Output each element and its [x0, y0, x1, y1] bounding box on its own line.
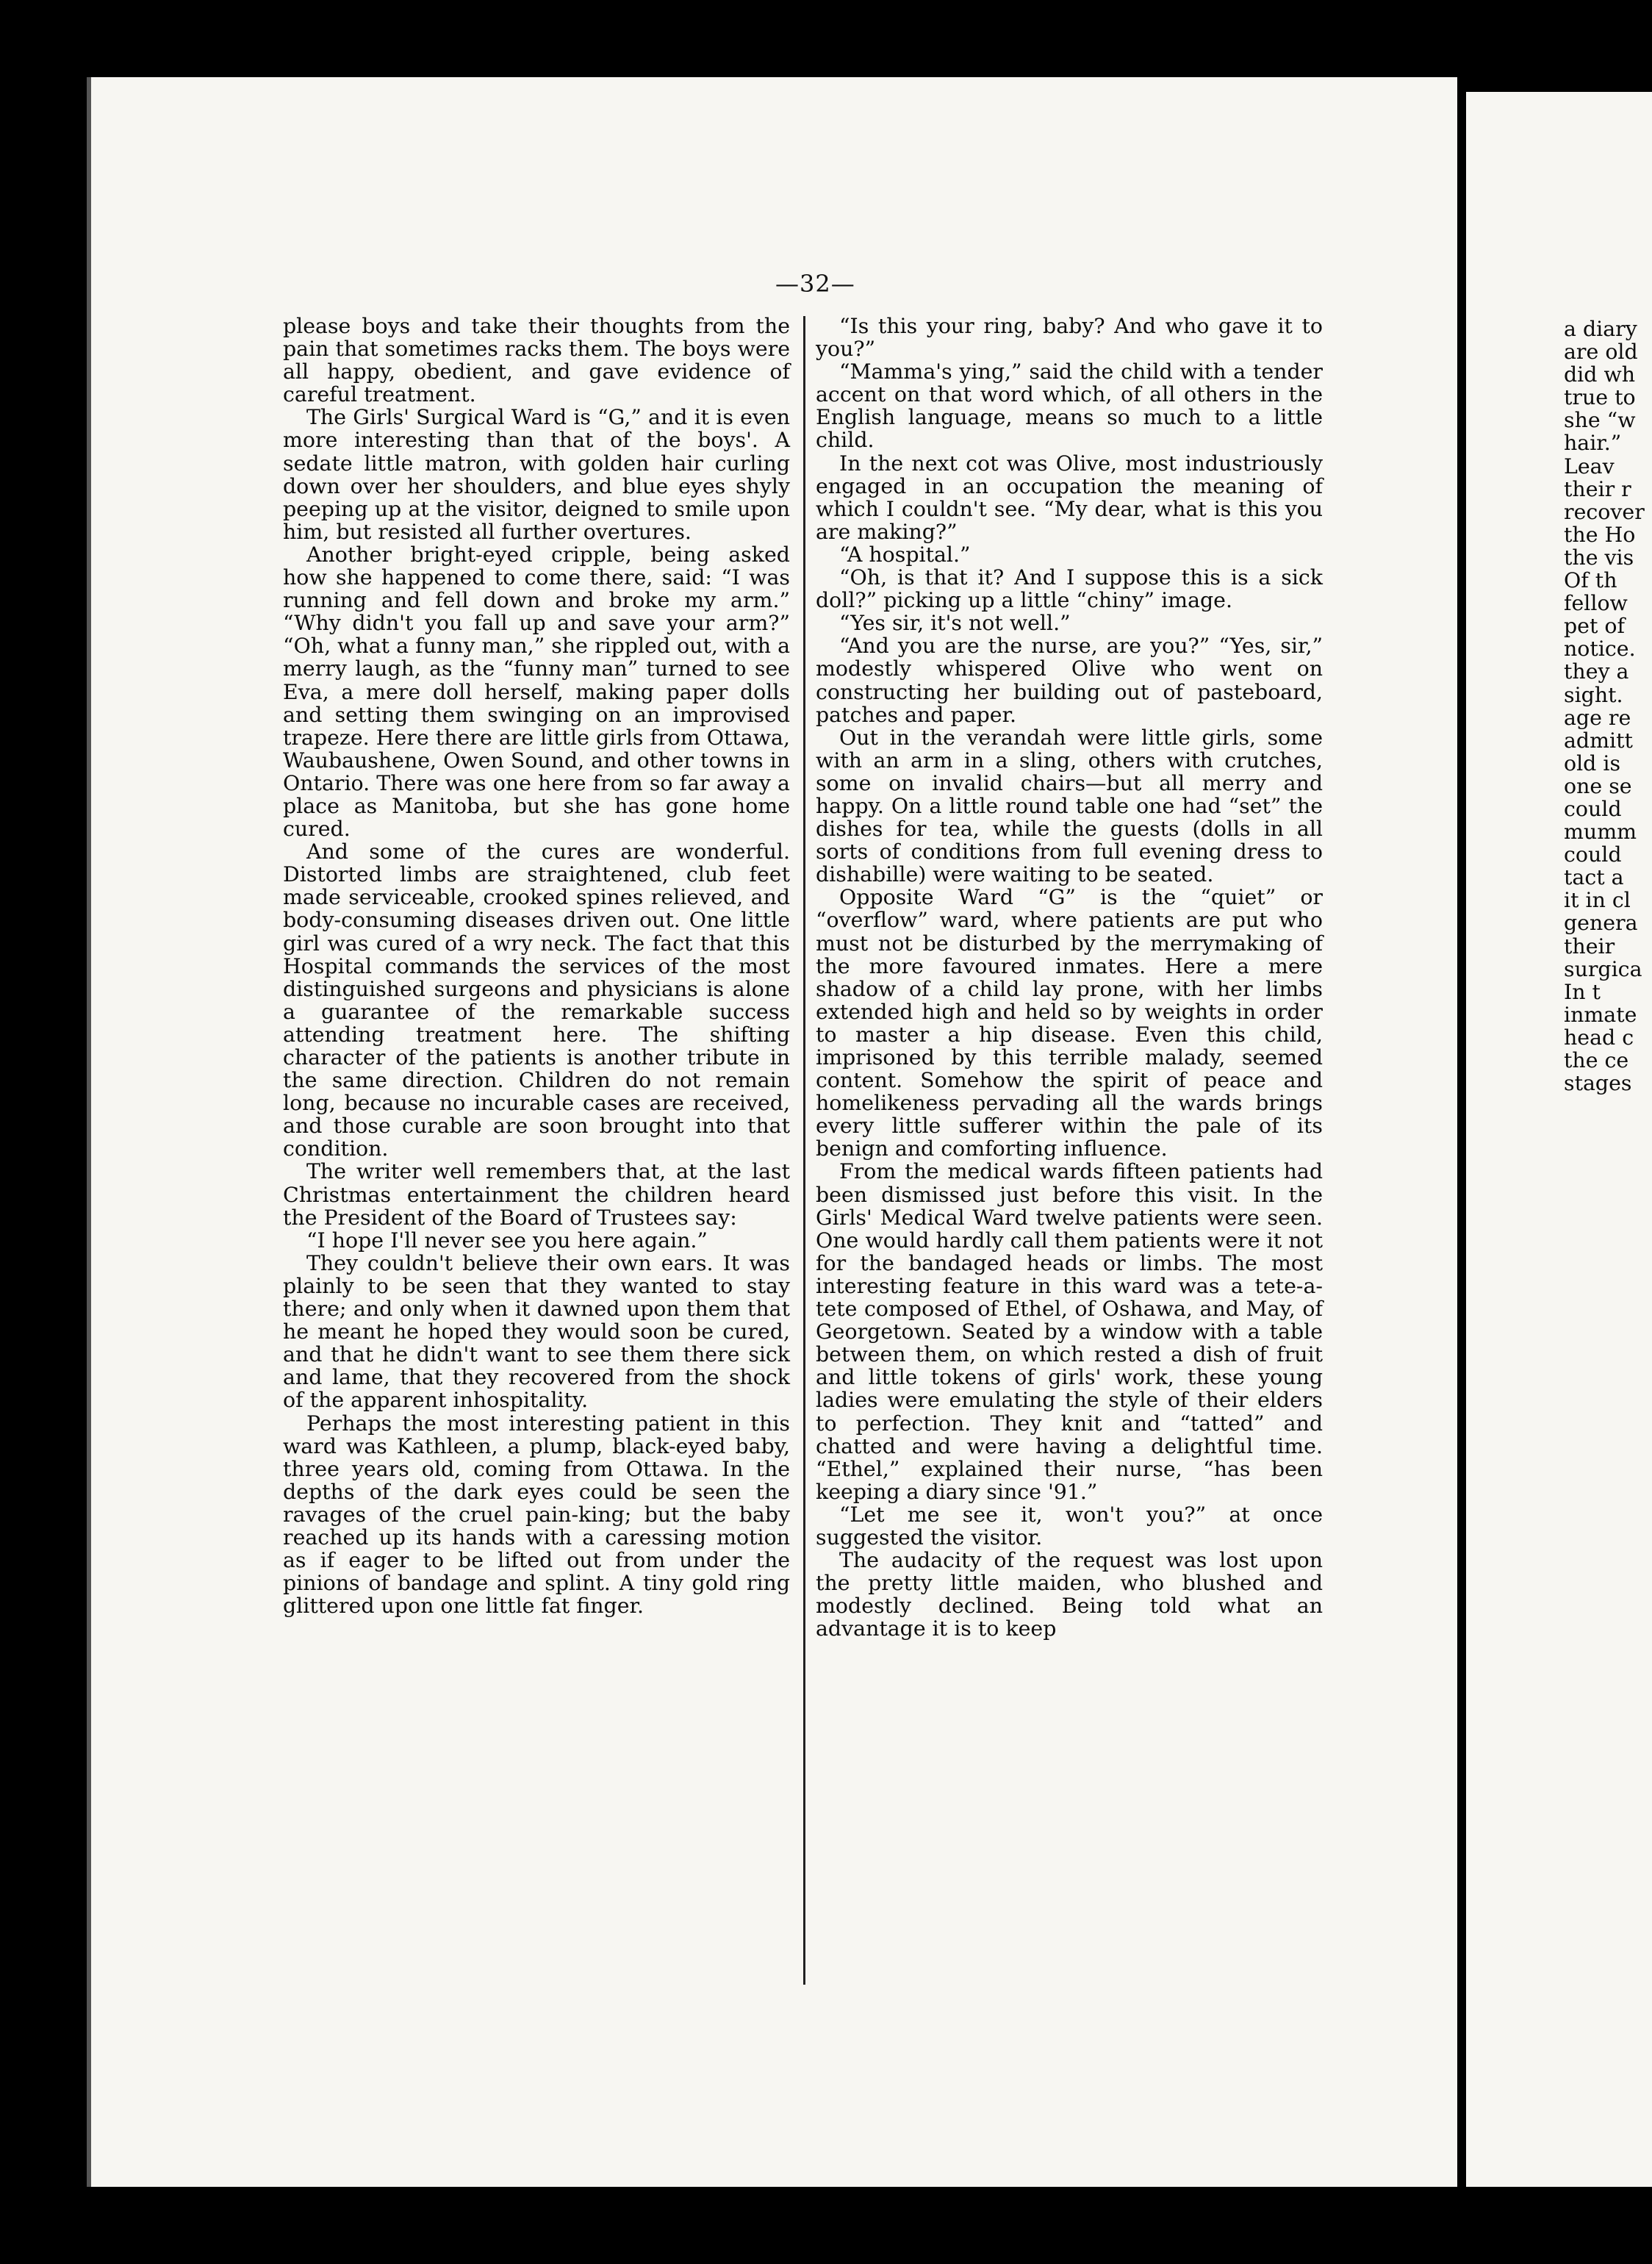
- facing-page-line: sight.: [1564, 682, 1623, 707]
- facing-page-line: age re: [1564, 705, 1631, 730]
- paragraph: “A hospital.”: [839, 542, 971, 567]
- facing-page-line: stages: [1564, 1071, 1632, 1095]
- paragraph: “Let me see it, won't you?” at once suggested the visitor.: [816, 1502, 1323, 1550]
- facing-page-line: true to: [1564, 385, 1636, 410]
- right-text-column: [816, 315, 1323, 1640]
- facing-page-line: hair.”: [1564, 431, 1622, 456]
- facing-page-line: their: [1564, 934, 1615, 959]
- paragraph: The writer well remembers that, at the last Christmas entertainment the children heard the President of the Board of Trustees say:: [283, 1159, 790, 1230]
- paragraph: They couldn't believe their own ears. It was plainly to be seen that they wanted to stay there; and only when it dawned upon them that he meant he hoped they would soon be cured, and that he didn't want to see them there sick and lame, that they recovered from the shock of the apparent inhospitality.: [283, 1250, 790, 1413]
- paragraph: Another bright-eyed cripple, being asked how she happened to come there, said: “I was running and fell down and broke my arm.” “Why didn't you fall up and save your arm?” “Oh, what a funny man,” she rippled out, with a merry laugh, as the “funny man” turned to see Eva, a mere doll herself, making paper dolls and setting them swinging on an improvised trapeze. Here there are little girls from Ottawa, Waubaushene, Owen Sound, and other towns in Ontario. There was one here from so far away a place as Manitoba, but she has gone home cured.: [283, 542, 790, 842]
- facing-page-line: genera: [1564, 911, 1638, 936]
- paragraph: Opposite Ward “G” is the “quiet” or “overflow” ward, where patients are put who must not be disturbed by the merrymaking of the more favoured inmates. Here a mere shadow of a child lay prone, with her limbs extended high and held so by weights in order to master a hip disease. Even this child, imprisoned by this terrible malady, seemed content. Somehow the spirit of peace and homelikeness pervading all the wards brings every little sufferer within the pale of its benign and comforting influence.: [816, 885, 1323, 1161]
- facing-page-line: Leav: [1564, 454, 1615, 479]
- paragraph: “I hope I'll never see you here again.”: [306, 1228, 708, 1253]
- paragraph: Out in the verandah were little girls, some with an arm in a sling, others with crutches, some on invalid chairs—but all merry and happy. On a little round table one had “set” the dishes for tea, while the guests (dolls in all sorts of conditions from full evening dress to dishabille) were waiting to be seated.: [816, 725, 1323, 887]
- paragraph: “Oh, is that it? And I suppose this is a sick doll?” picking up a little “chiny” image.: [816, 565, 1323, 613]
- facing-page-line: could: [1564, 842, 1622, 867]
- paragraph: From the medical wards fifteen patients had been dismissed just before this visit. In the Girls' Medical Ward twelve patients were seen. One would hardly call them patients were it not for the bandaged heads or limbs. The most interesting feature in this ward was a tete-a-tete composed of Ethel, of Oshawa, and May, of Georgetown. Seated by a window with a table between them, on which rested a dish of fruit and little tokens of girls' work, these young ladies were emulating the style of their elders to perfection. They knit and “tatted” and chatted and were having a delightful time. “Ethel,” explained their nurse, “has been keeping a diary since '91.”: [816, 1159, 1323, 1504]
- paragraph: “Mamma's ying,” said the child with a tender accent on that word which, of all others in the English language, means so much to a little child.: [816, 359, 1323, 453]
- facing-page-line: old is: [1564, 751, 1621, 775]
- page-number: —32—: [775, 270, 855, 298]
- facing-page-line: she “w: [1564, 408, 1636, 433]
- facing-page-line: notice.: [1564, 637, 1636, 662]
- facing-page-line: recover: [1564, 499, 1645, 524]
- paragraph: The audacity of the request was lost upon the pretty little maiden, who blushed and modestly declined. Being told what an advantage it is to keep: [816, 1548, 1323, 1641]
- facing-page-line: did wh: [1564, 362, 1636, 387]
- paragraph: The Girls' Surgical Ward is “G,” and it is even more interesting than that of the boys'. A sedate little matron, with golden hair curling down over her shoulders, and blue eyes shyly peeping up at the visitor, deigned to smile upon him, but resisted all further overtures.: [283, 405, 790, 544]
- facing-page-line: surgica: [1564, 956, 1642, 981]
- paragraph: “Yes sir, it's not well.”: [839, 611, 1071, 636]
- paragraph: Perhaps the most interesting patient in this ward was Kathleen, a plump, black-eyed baby, three years old, coming from Ottawa. In the depths of the dark eyes could be seen the ravages of the cruel pain-king; but the baby reached up its hands with a caressing motion as if eager to be lifted out from under the pinions of bandage and splint. A tiny gold ring glittered upon one little fat finger.: [283, 1411, 790, 1619]
- paragraph: “And you are the nurse, are you?” “Yes, sir,” modestly whispered Olive who went on constructing her building out of pasteboard, patches and paper.: [816, 634, 1323, 727]
- facing-page-line: admitt: [1564, 728, 1633, 753]
- paragraph: And some of the cures are wonderful. Distorted limbs are straightened, club feet made serviceable, crooked spines relieved, and body-consuming diseases driven out. One little girl was cured of a wry neck. The fact that this Hospital commands the services of the most distinguished surgeons and physicians is alone a guarantee of the remarkable success attending treatment here. The shifting character of the patients is another tribute in the same direction. Children do not remain long, because no incurable cases are received, and those curable are soon brought into that condition.: [283, 839, 790, 1161]
- left-text-column: [283, 315, 790, 1617]
- facing-page-line: mumm: [1564, 820, 1637, 845]
- facing-page-line: fellow: [1564, 591, 1628, 616]
- facing-page-line: tact a: [1564, 865, 1624, 890]
- facing-page-line: the vis: [1564, 545, 1634, 570]
- facing-page-line: the ce: [1564, 1048, 1629, 1072]
- facing-page-line: it in cl: [1564, 888, 1631, 913]
- facing-page-text-edge: [1564, 318, 1652, 1095]
- column-divider: [803, 316, 805, 1985]
- facing-page-line: In t: [1564, 979, 1601, 1004]
- facing-page-line: inmate: [1564, 1002, 1637, 1027]
- facing-page-line: the Ho: [1564, 522, 1636, 547]
- facing-page-line: one se: [1564, 773, 1632, 798]
- paragraph: In the next cot was Olive, most industriously engaged in an occupation the meaning of which I couldn't see. “My dear, what is this you are making?”: [816, 451, 1323, 544]
- facing-page-line: could: [1564, 796, 1622, 821]
- facing-page-line: a diary: [1564, 318, 1637, 341]
- facing-page-line: they a: [1564, 659, 1629, 684]
- facing-page-line: head c: [1564, 1025, 1634, 1050]
- paragraph: “Is this your ring, baby? And who gave it to you?”: [816, 314, 1323, 362]
- facing-page-line: are old: [1564, 340, 1638, 365]
- paragraph: please boys and take their thoughts from the pain that sometimes racks them. The boys were all happy, obedient, and gave evidence of careful treatment.: [283, 314, 790, 407]
- facing-page-line: Of th: [1564, 568, 1617, 593]
- facing-page-line: pet of: [1564, 614, 1626, 639]
- facing-page-line: their r: [1564, 476, 1631, 501]
